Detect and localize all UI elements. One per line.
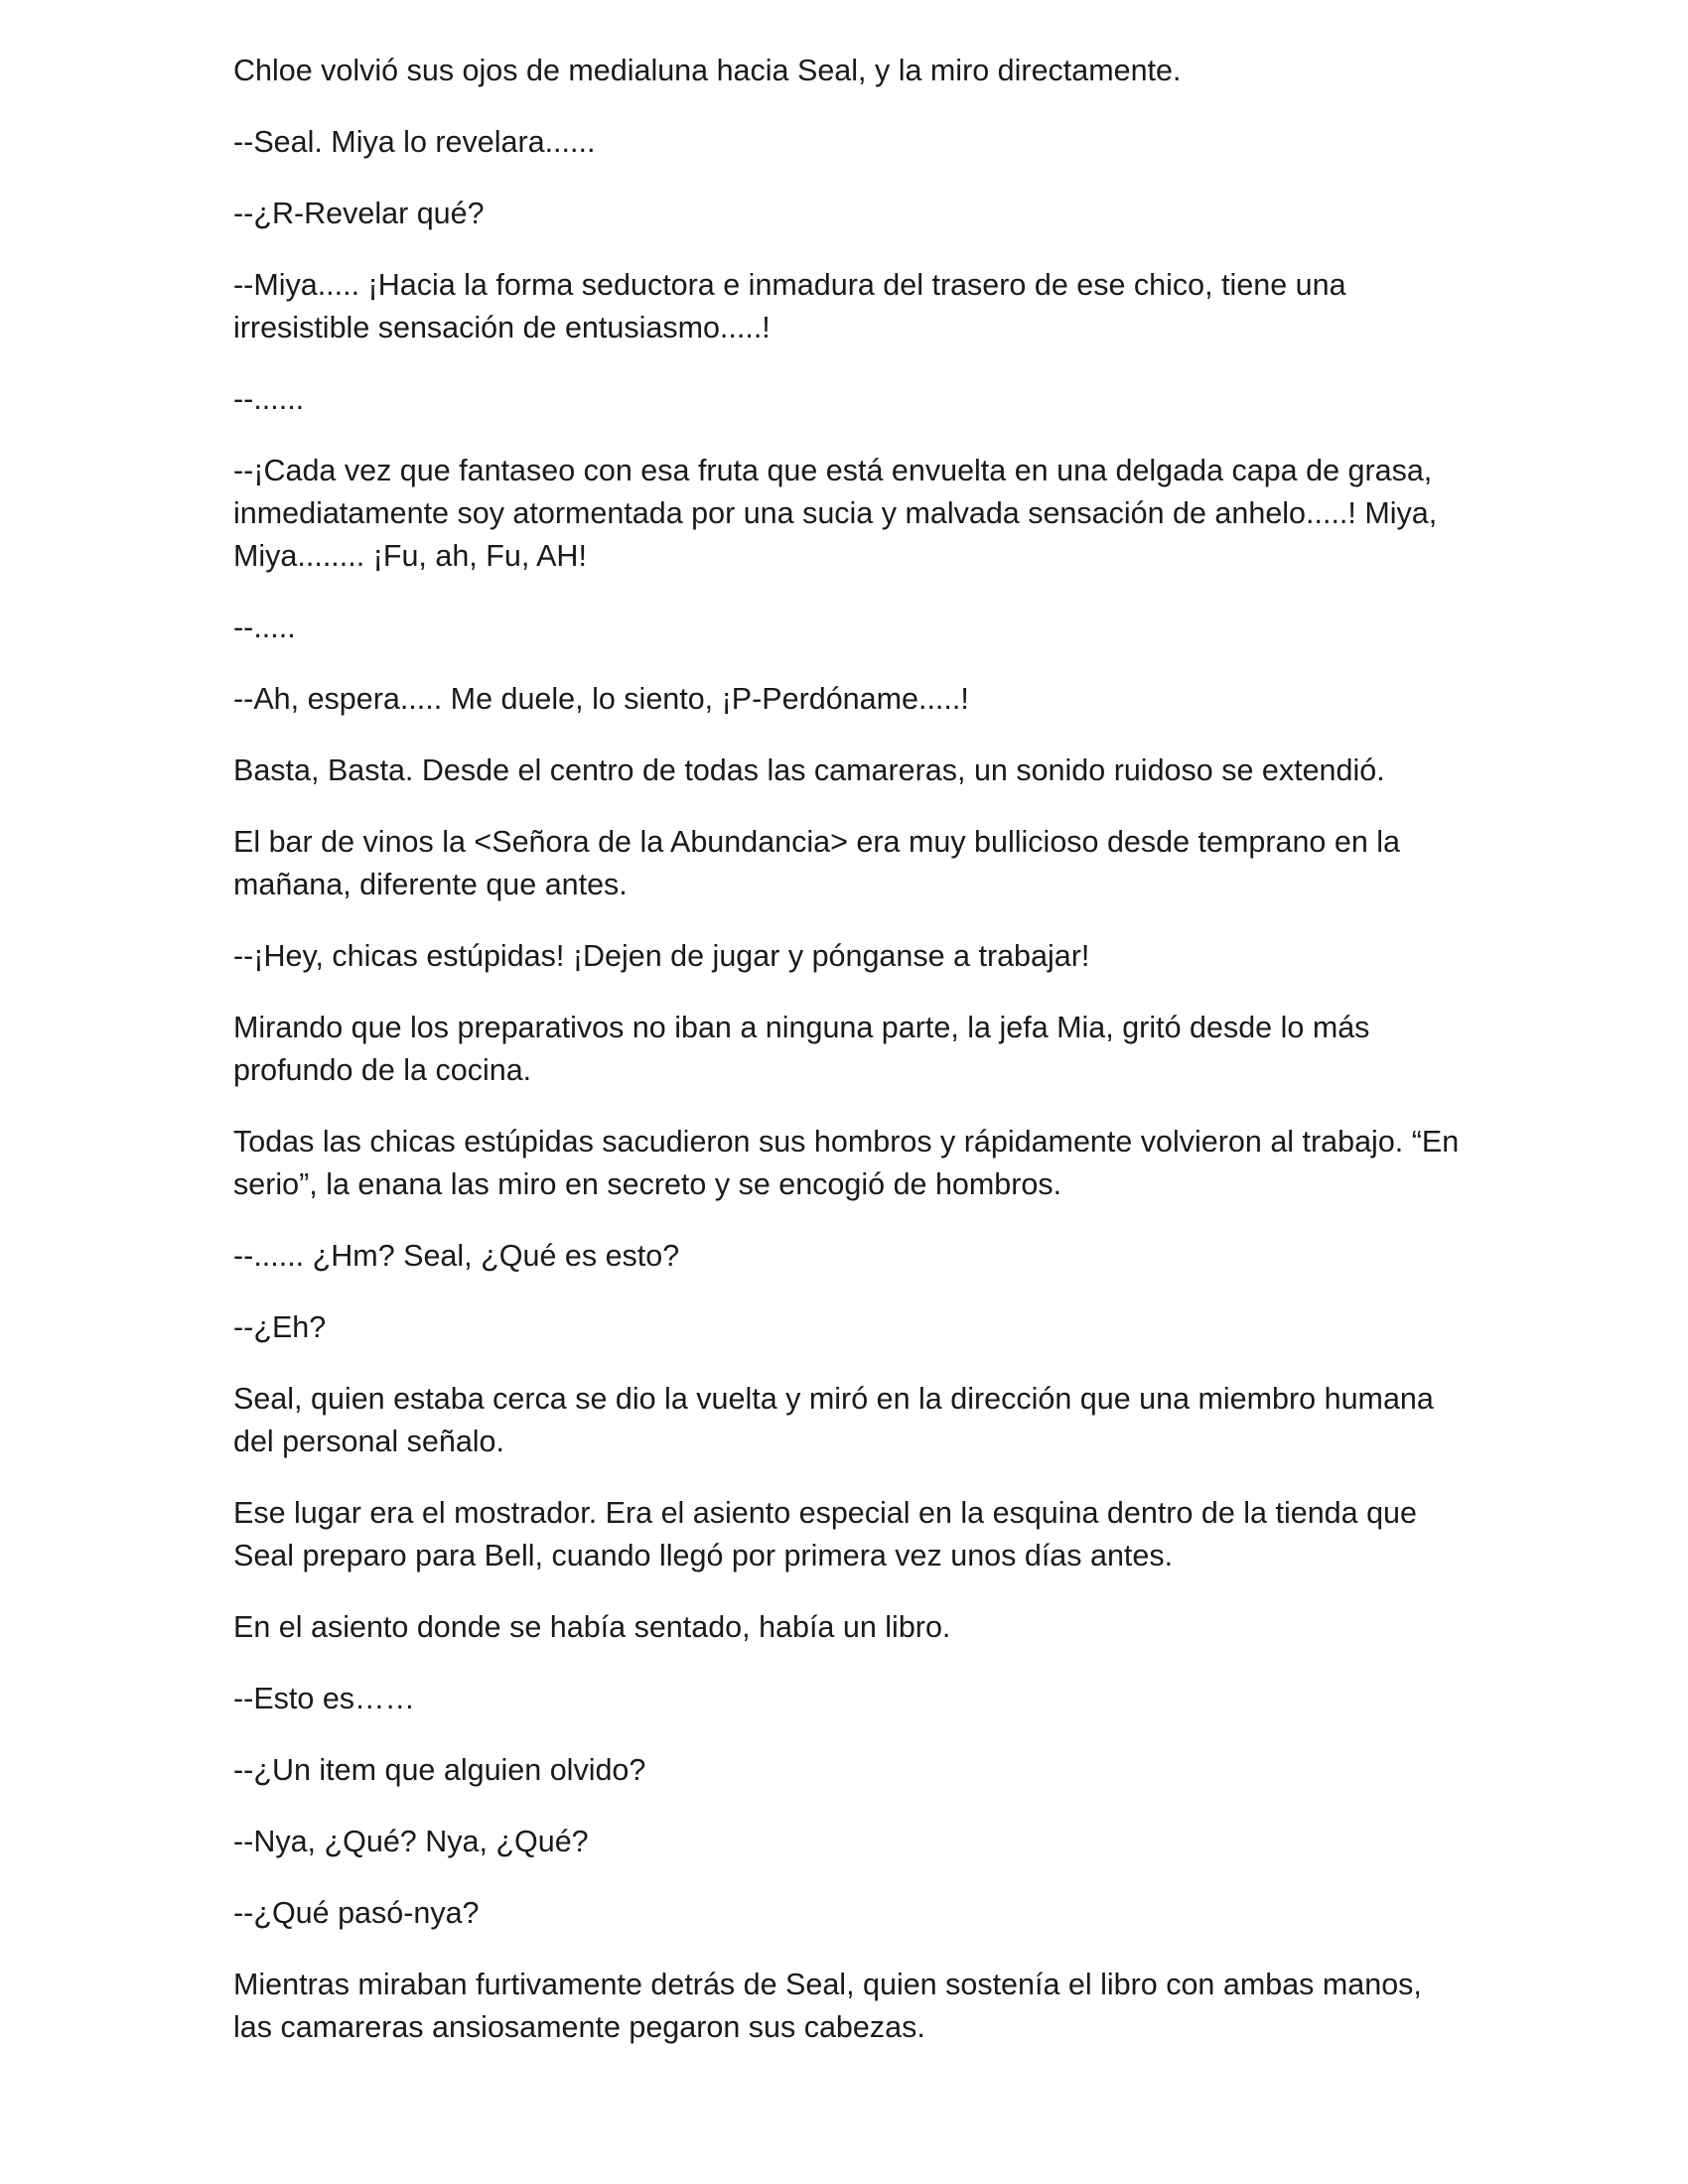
paragraph: --Seal. Miya lo revelara...... bbox=[233, 125, 596, 159]
paragraph: --¿Qué pasó-nya? bbox=[233, 1896, 480, 1930]
paragraph: --..... bbox=[233, 611, 296, 644]
paragraph: --Nya, ¿Qué? Nya, ¿Qué? bbox=[233, 1825, 589, 1858]
paragraph: --¡Hey, chicas estúpidas! ¡Dejen de jugar y pónganse a trabajar! bbox=[233, 939, 1090, 973]
paragraph: En el asiento donde se había sentado, había un libro. bbox=[233, 1610, 951, 1644]
paragraph: Mientras miraban furtivamente detrás de Seal, quien sostenía el libro con ambas manos, las camareras ansiosamente pegaron sus cabezas. bbox=[233, 1968, 1431, 2044]
paragraph: Ese lugar era el mostrador. Era el asiento especial en la esquina dentro de la tienda que Seal preparo para Bell, cuando llegó por primera vez unos días antes. bbox=[233, 1496, 1426, 1572]
paragraph: --...... ¿Hm? Seal, ¿Qué es esto? bbox=[233, 1239, 680, 1273]
paragraph: --¿Un item que alguien olvido? bbox=[233, 1753, 646, 1787]
paragraph: El bar de vinos la <Señora de la Abundancia> era muy bullicioso desde temprano en la mañana, diferente que antes. bbox=[233, 825, 1409, 901]
paragraph: --¿R-Revelar qué? bbox=[233, 197, 485, 230]
paragraph: --...... bbox=[233, 382, 305, 416]
paragraph: --¡Cada vez que fantaseo con esa fruta que está envuelta en una delgada capa de grasa, inmediatamente soy atormentada por una sucia y malvada sensación de anhelo.....! Miya, Miya........ ¡Fu, ah, Fu, AH! bbox=[233, 454, 1446, 573]
paragraph: Mirando que los preparativos no iban a ninguna parte, la jefa Mia, gritó desde lo más profundo de la cocina. bbox=[233, 1011, 1378, 1087]
paragraph: Basta, Basta. Desde el centro de todas las camareras, un sonido ruidoso se extendió. bbox=[233, 753, 1385, 787]
paragraph: Todas las chicas estúpidas sacudieron sus hombros y rápidamente volvieron al trabajo. “En serio”, la enana las miro en secreto y se encogió de hombros. bbox=[233, 1125, 1468, 1201]
text-column bbox=[233, 50, 1468, 2078]
paragraph: --Ah, espera..... Me duele, lo siento, ¡P-Perdóname.....! bbox=[233, 682, 969, 716]
paragraph: --¿Eh? bbox=[233, 1310, 327, 1344]
paragraph: Seal, quien estaba cerca se dio la vuelta y miró en la dirección que una miembro humana del personal señalo. bbox=[233, 1382, 1443, 1458]
paragraph: Chloe volvió sus ojos de medialuna hacia Seal, y la miro directamente. bbox=[233, 54, 1182, 87]
paragraph: --Esto es…… bbox=[233, 1682, 416, 1715]
paragraph: --Miya..... ¡Hacia la forma seductora e inmadura del trasero de ese chico, tiene una irresistible sensación de entusiasmo.....! bbox=[233, 268, 1355, 344]
